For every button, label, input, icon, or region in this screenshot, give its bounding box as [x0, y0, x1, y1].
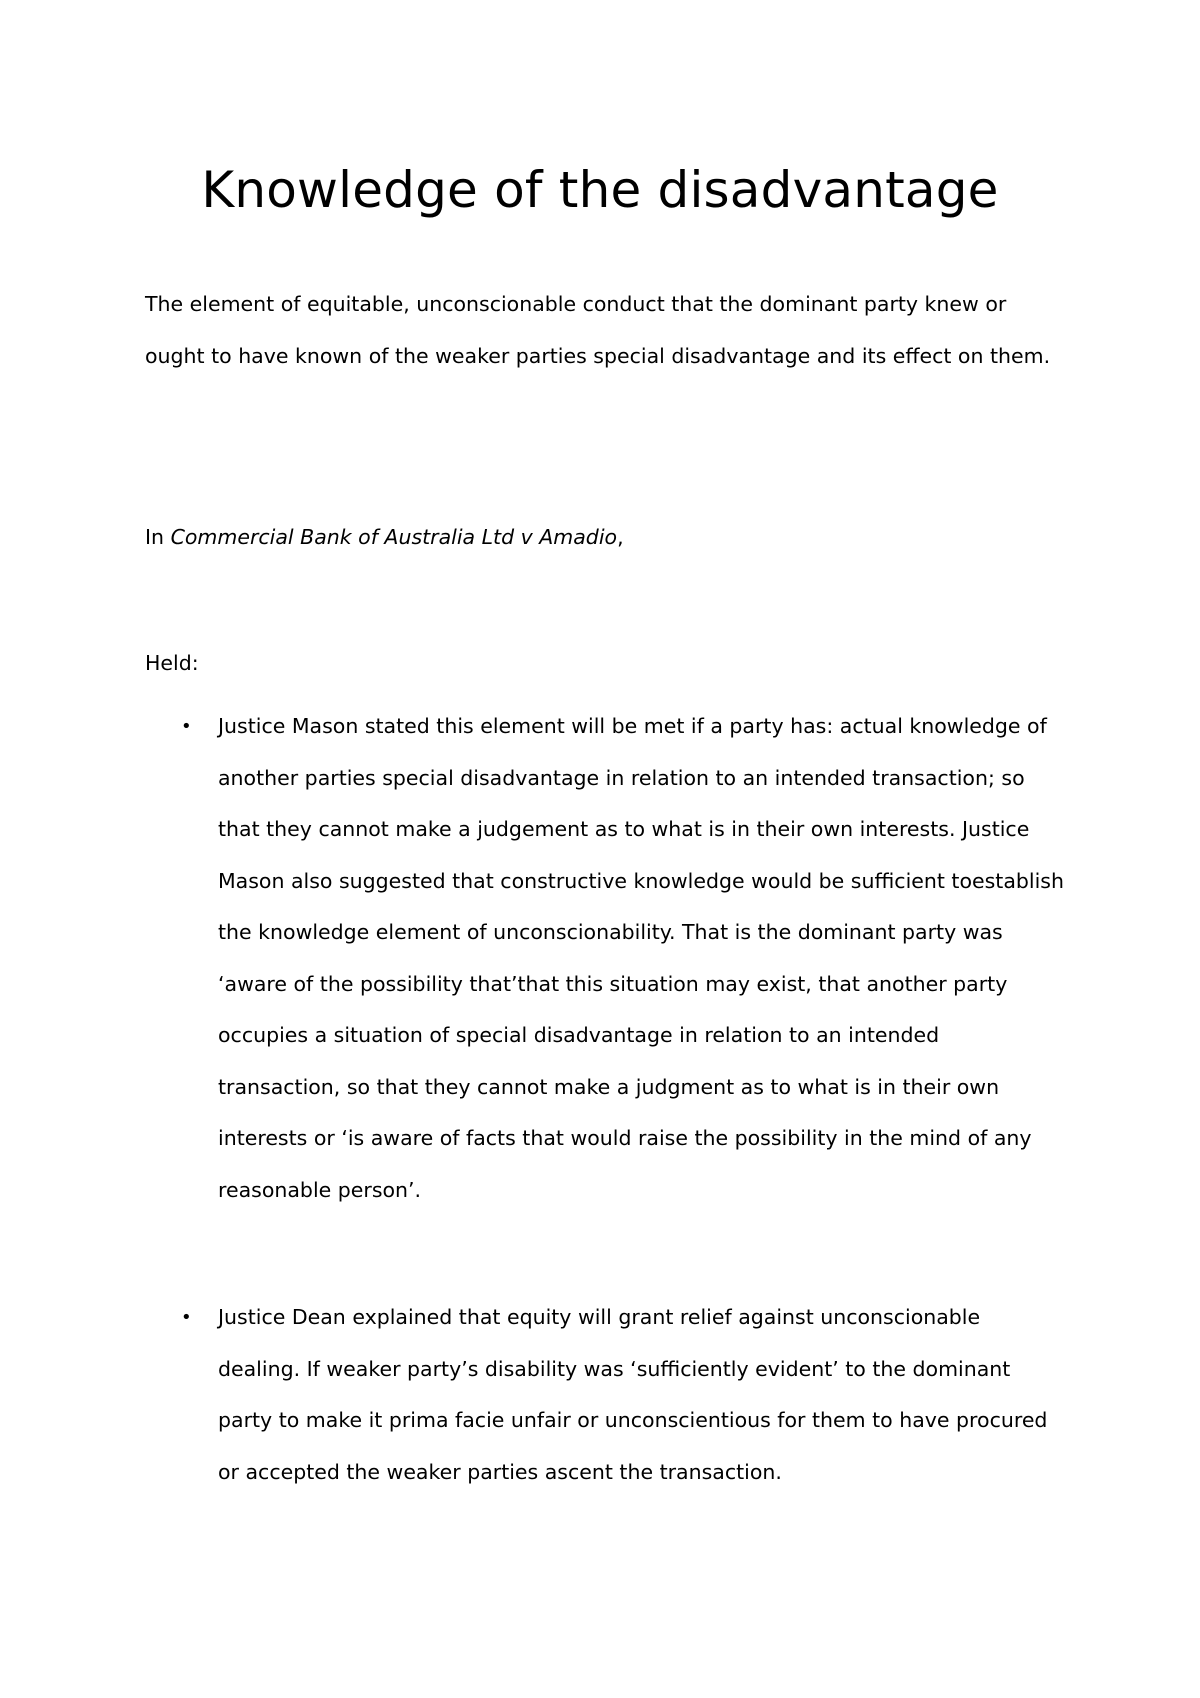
list-item — [145, 1292, 1065, 1498]
held-bullet-list-2 — [145, 1292, 1065, 1498]
case-suffix: , — [617, 525, 624, 549]
case-prefix: In — [145, 525, 171, 549]
intro-paragraph: The element of equitable, unconscionable conduct that the dominant party knew or ought to have known of the weaker parties special disadvantage and its effect on them. — [145, 292, 1051, 368]
bullet-text-mason: Justice Mason stated this element will be met if a party has: actual knowledge of another parties special disadvantage in relation to an intended transaction; so that they cannot make a judgement as to what is in their own interests. Justice Mason also suggested that constructive knowledge would be sufficient toestablish the knowledge element of unconscionability. That is the dominant party was ‘aware of the possibility that’that this situation may exist, that another party occupies a situation of special disadvantage in relation to an intended transaction, so that they cannot make a judgment as to what is in their own interests or ‘is aware of facts that would raise the possibility in the mind of any reasonable person’. — [218, 714, 1064, 1202]
list-item — [145, 701, 1065, 1216]
bullet-text-dean: Justice Dean explained that equity will grant relief against unconscionable dealing. If weaker party’s disability was ‘sufficiently evident’ to the dominant party to make it prima facie unfair or unconscientious for them to have procured or accepted the weaker parties ascent the transaction. — [218, 1305, 1048, 1484]
bullet-icon: • — [181, 1307, 192, 1328]
bullet-icon: • — [181, 716, 192, 737]
case-name: Commercial Bank of Australia Ltd v Amadio — [170, 525, 618, 549]
held-label: Held: — [145, 651, 199, 675]
held-bullet-list-1 — [145, 701, 1065, 1216]
document-title: Knowledge of the disadvantage — [201, 161, 999, 219]
case-reference — [145, 511, 1065, 563]
